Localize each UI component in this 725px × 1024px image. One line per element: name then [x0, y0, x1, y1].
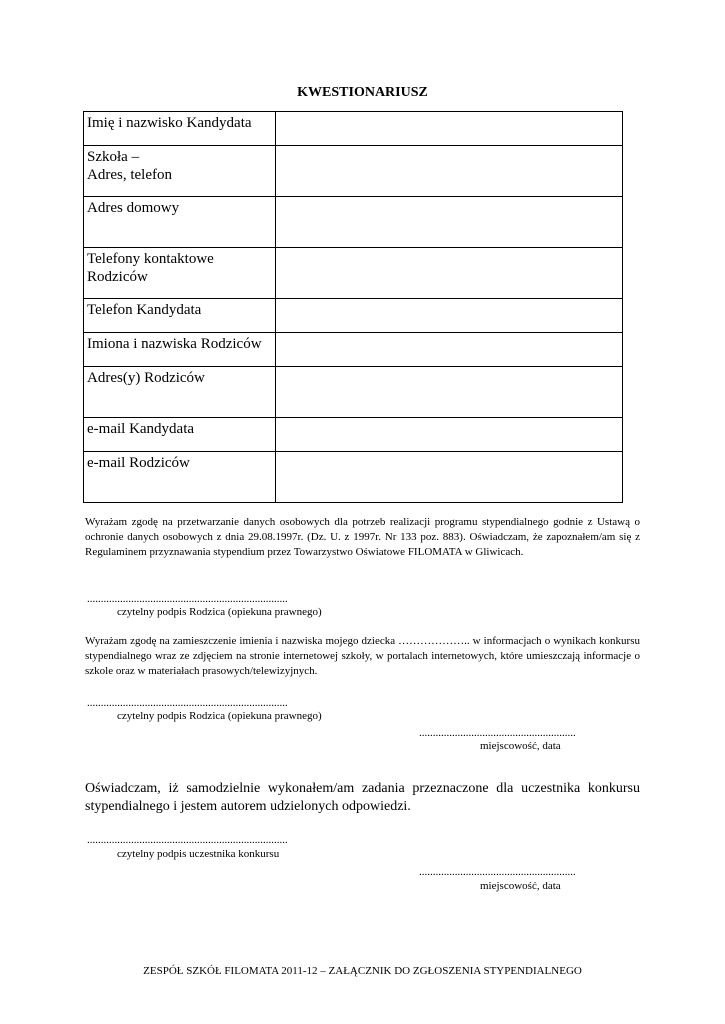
- table-row: [84, 197, 623, 248]
- school-field[interactable]: [276, 146, 623, 197]
- page-footer: ZESPÓŁ SZKÓŁ FILOMATA 2011-12 – ZAŁĄCZNIK DO ZGŁOSZENIA STYPENDIALNEGO: [143, 965, 582, 977]
- row-label-parents-address: Adres(y) Rodziców: [84, 367, 276, 418]
- parent-signature-line-2: .........................................................................: [87, 697, 288, 709]
- place-date-caption-1: miejscowość, data: [480, 740, 561, 752]
- row-label-candidate-phone: Telefon Kandydata: [84, 299, 276, 333]
- candidate-name-field[interactable]: [276, 112, 623, 146]
- parents-email-field[interactable]: [276, 452, 623, 503]
- table-row: [84, 248, 623, 299]
- school-label-line1: Szkoła –: [87, 149, 140, 165]
- parents-phones-label-line2: Rodziców: [87, 269, 148, 285]
- table-row: [84, 112, 623, 146]
- row-label-parents-email: e-mail Rodziców: [84, 452, 276, 503]
- place-date-caption-2: miejscowość, data: [480, 880, 561, 892]
- row-label-school: [84, 146, 276, 197]
- table-row: [84, 299, 623, 333]
- table-row: [84, 452, 623, 503]
- participant-signature-caption: czytelny podpis uczestnika konkursu: [117, 848, 280, 860]
- document-title: KWESTIONARIUSZ: [297, 85, 428, 100]
- row-label-home-address: Adres domowy: [84, 197, 276, 248]
- parent-signature-line-1: .........................................................................: [87, 593, 288, 605]
- parent-signature-caption-1: czytelny podpis Rodzica (opiekuna prawnego): [117, 606, 322, 618]
- row-label-parents-names: Imiona i nazwiska Rodziców: [84, 333, 276, 367]
- table-row: [84, 418, 623, 452]
- place-date-line-1: .........................................................: [419, 727, 576, 739]
- row-label-candidate-email: e-mail Kandydata: [84, 418, 276, 452]
- row-label-candidate-name: Imię i nazwisko Kandydata: [84, 112, 276, 146]
- consent-data-processing: Wyrażam zgodę na przetwarzanie danych osobowych dla potrzeb realizacji programu stypendialnego godnie z Ustawą o ochronie danych osobowych z dnia 29.08.1997r. (Dz. U. z 1997r. Nr 133 poz. 883). Oświadczam, że zapoznałem/am się z Regulaminem przyznawania stypendium przez Towarzystwo Oświatowe FILOMATA w Gliwicach.: [85, 516, 640, 558]
- parents-address-field[interactable]: [276, 367, 623, 418]
- questionnaire-table: [83, 111, 623, 503]
- participant-signature-line: .........................................................................: [87, 834, 288, 846]
- consent-publication: Wyrażam zgodę na zamieszczenie imienia i nazwiska mojego dziecka ……………….. w informacjach o wynikach konkursu stypendialnego wraz ze zdjęciem na stronie internetowej szkoły, w portalach internetowych, które umieszczają informacje o szkole oraz w materiałach prasowych/telewizyjnych.: [85, 635, 640, 677]
- table-row: [84, 333, 623, 367]
- school-label-line2: Adres, telefon: [87, 167, 172, 183]
- parents-phones-label-line1: Telefony kontaktowe: [87, 251, 214, 267]
- table-row: [84, 146, 623, 197]
- parent-signature-caption-2: czytelny podpis Rodzica (opiekuna prawnego): [117, 710, 322, 722]
- independent-work-declaration: Oświadczam, iż samodzielnie wykonałem/am zadania przeznaczone dla uczestnika konkursu stypendialnego i jestem autorem udzielonych odpowiedzi.: [85, 781, 640, 814]
- parents-names-field[interactable]: [276, 333, 623, 367]
- parents-phones-field[interactable]: [276, 248, 623, 299]
- candidate-email-field[interactable]: [276, 418, 623, 452]
- home-address-field[interactable]: [276, 197, 623, 248]
- row-label-parents-phones: [84, 248, 276, 299]
- table-row: [84, 367, 623, 418]
- candidate-phone-field[interactable]: [276, 299, 623, 333]
- place-date-line-2: .........................................................: [419, 866, 576, 878]
